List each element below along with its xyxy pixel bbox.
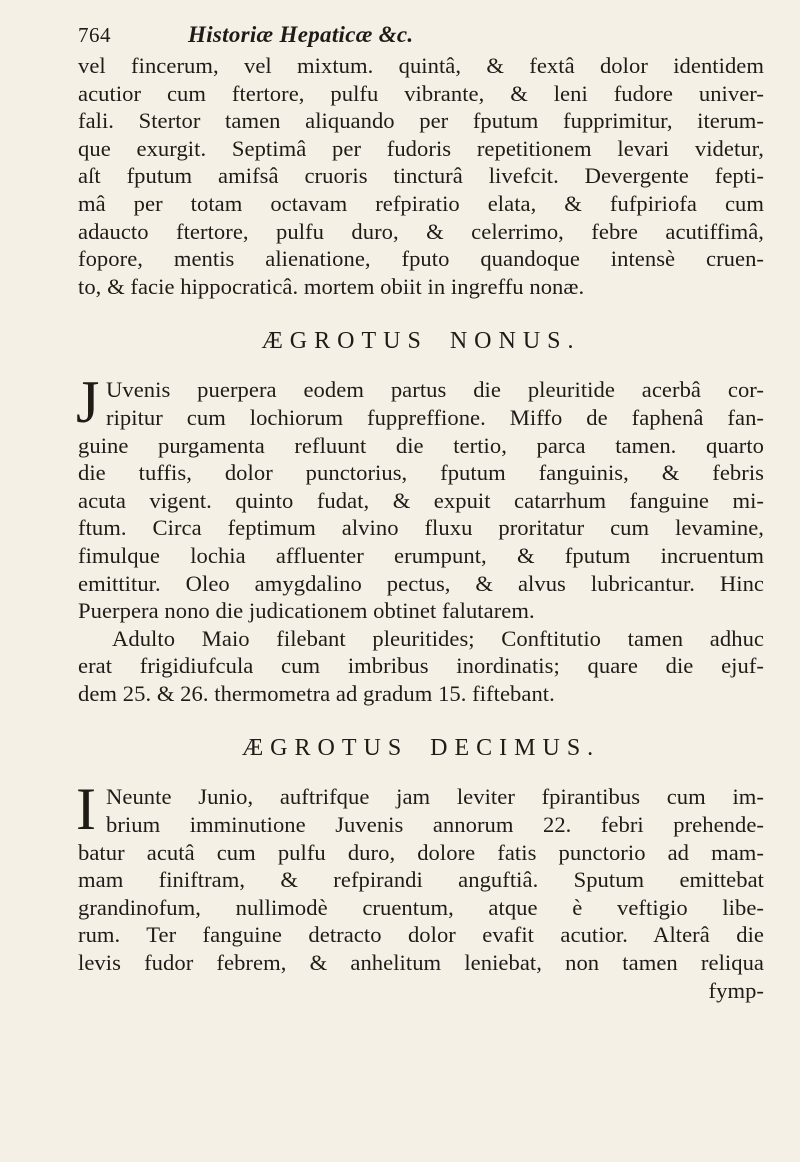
text-line: Puerpera nono die judicationem obtinet falutarem. [78, 598, 535, 624]
text-line: acuta vigent. quinto fudat, & expuit catarrhum fanguine mi- [78, 487, 764, 513]
nonus-note-paragraph [78, 625, 764, 708]
text-line: mam finiftram, & refpirandi anguftiâ. Sputum emittebat [78, 867, 764, 893]
text-line: que exurgit. Septimâ per fudoris repetitionem levari videtur, [78, 135, 764, 161]
text-line: levis fudor febrem, & anhelitum leniebat, non tamen reliqua [78, 950, 764, 976]
text-line: acutior cum ftertore, pulfu vibrante, & leni fudore univer- [78, 80, 764, 106]
section-heading-nonus [78, 326, 764, 356]
text-line: fimulque lochia affluenter erumpunt, & fputum incruentum [78, 542, 764, 568]
text-line: grandinofum, nullimodè cruentum, atque è veftigio libe- [78, 894, 764, 920]
text-line: mâ per totam octavam refpiratio elata, & fufpiriofa cum [78, 190, 764, 216]
heading-word: DECIMUS. [430, 735, 601, 762]
text-line: fali. Stertor tamen aliquando per fputum fupprimitur, iterum- [78, 108, 764, 134]
text-line: rum. Ter fanguine detracto dolor evafit acutior. Alterâ die [78, 922, 764, 948]
text-line: to, & facie hippocraticâ. mortem obiit in ingreffu nonæ. [78, 273, 585, 299]
text-line: emittitur. Oleo amygdalino pectus, & alvus lubricantur. Hinc [78, 570, 764, 596]
text-line: erat frigidiufcula cum imbribus inordinatis; quare die ejuf- [78, 653, 764, 679]
page-number: 764 [78, 23, 111, 47]
decimus-paragraph [76, 776, 764, 1004]
catchword: fymp- [708, 977, 764, 1003]
text-line: guine purgamenta refluunt die tertio, parca tamen. quarto [78, 432, 764, 458]
text-line: Neunte Junio, auftrifque jam leviter fpirantibus cum im- [106, 784, 764, 810]
text-line: adaucto ftertore, pulfu duro, & celerrimo, febre acutiffimâ, [78, 218, 764, 244]
text-line: batur acutâ cum pulfu duro, dolore fatis punctorio ad mam- [78, 839, 764, 865]
running-title: Historiæ Hepaticæ &c. [188, 22, 414, 47]
section-heading-decimus [78, 733, 764, 763]
text-line: fopore, mentis alienatione, fputo quandoque intensè cruen- [78, 246, 764, 272]
text-line: dem 25. & 26. thermometra ad gradum 15. fiftebant. [78, 680, 555, 706]
heading-word: NONUS. [449, 328, 581, 355]
drop-cap: I [76, 776, 96, 843]
text-line: ftum. Circa feptimum alvino fluxu proritatur cum levamine, [78, 515, 764, 541]
running-head [78, 18, 764, 52]
heading-word: ÆGROTUS [241, 735, 409, 762]
text-line: ripitur cum lochiorum fuppreffione. Miffo de faphenâ fan- [106, 404, 764, 430]
section-1-paragraph [78, 52, 764, 300]
drop-cap: J [76, 369, 100, 436]
text-line: Adulto Maio filebant pleuritides; Conftitutio tamen adhuc [112, 625, 764, 651]
text-line: Uvenis puerpera eodem partus die pleuritide acerbâ cor- [106, 377, 764, 403]
text-line: brium imminutione Juvenis annorum 22. febri prehende- [106, 812, 764, 838]
heading-word: ÆGROTUS [261, 328, 428, 355]
text-line: die tuffis, dolor punctorius, fputum fanguinis, & febris [78, 460, 764, 486]
text-line: vel fincerum, vel mixtum. quintâ, & fextâ dolor identidem [78, 53, 764, 78]
text-line: aſt fputum amifsâ cruoris tincturâ livefcit. Devergente fepti- [78, 163, 764, 189]
nonus-paragraph [76, 369, 764, 624]
